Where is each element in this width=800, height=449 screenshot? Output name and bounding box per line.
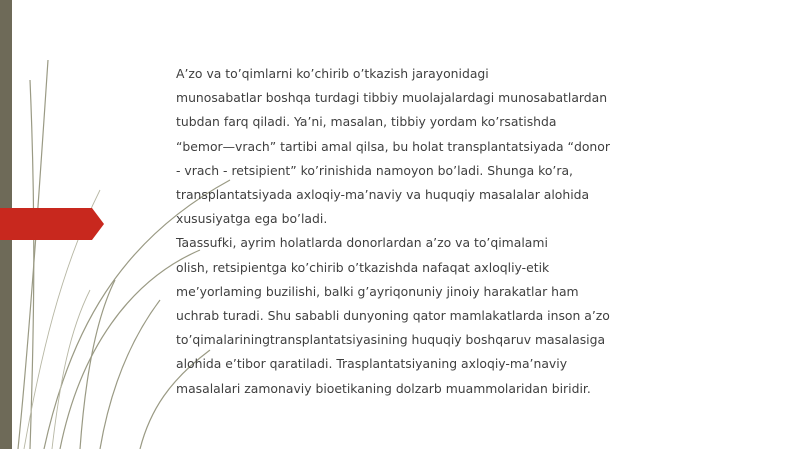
text-line: alohida e’tibor qaratiladi. Trasplantatsiyaning axloqiy-ma’naviy (176, 356, 568, 372)
text-line: to’qimalariningtransplantatsiyasining huquqiy boshqaruv masalasiga (176, 332, 606, 348)
text-line: - vrach - retsipient” ko’rinishida namoyon bo’ladi. Shunga ko’ra, (176, 162, 573, 178)
text-line: munosabatlar boshqa turdagi tibbiy muolajalardagi munosabatlardan (176, 90, 608, 106)
text-line: uchrab turadi. Shu sababli dunyoning qator mamlakatlarda inson a’zo (176, 308, 610, 324)
red-arrow-tab (0, 0, 110, 449)
text-line: me’yorlaming buzilishi, balki g’ayriqonuniy jinoiy harakatlar ham (176, 283, 579, 299)
text-line: “bemor—vrach” tartibi amal qilsa, bu holat transplantatsiyada “donor (176, 138, 610, 154)
slide-body-text (176, 62, 636, 401)
text-line: transplantatsiyada axloqiy-ma’naviy va huquqiy masalalar alohida (176, 187, 590, 203)
text-line: tubdan farq qiladi. Ya’ni, masalan, tibbiy yordam ko’rsatishda (176, 114, 557, 130)
text-line: masalalari zamonaviy bioetikaning dolzarb muammolaridan biridir. (176, 380, 591, 396)
text-line: olish, retsipientga ko’chirib o’tkazishda nafaqat axloqliy-etik (176, 259, 550, 275)
text-line: xususiyatga ega bo’ladi. (176, 211, 328, 227)
text-line: Taassufki, ayrim holatlarda donorlardan a’zo va to’qimalami (176, 235, 548, 251)
text-line: A’zo va to’qimlarni ko’chirib o’tkazish jarayonidagi (176, 66, 489, 81)
